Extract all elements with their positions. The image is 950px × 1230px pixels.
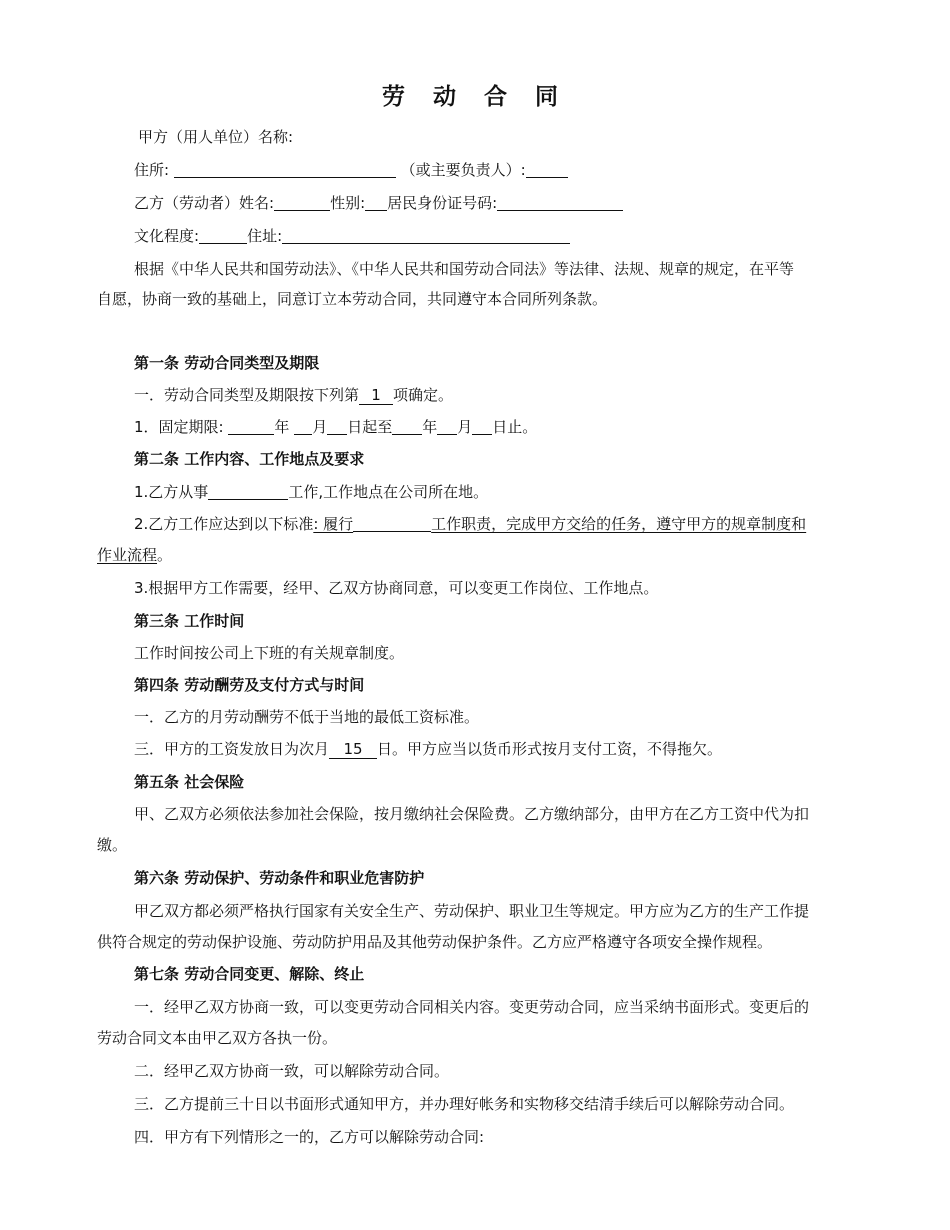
end-day-blank <box>472 418 492 435</box>
party-b-line <box>134 192 623 214</box>
duty-blank <box>353 515 431 532</box>
id-label: 居民身份证号码: <box>387 194 498 212</box>
end-year-blank <box>392 418 422 435</box>
preamble-line-1: 根据《中华人民共和国劳动法》、《中华人民共和国劳动合同法》等法律、法规、规章的规定，在平等 <box>134 260 795 278</box>
article-4-item-2 <box>134 738 722 760</box>
month-label: 月 <box>312 418 328 436</box>
education-label: 文化程度: <box>134 227 200 245</box>
address-line <box>134 159 568 181</box>
job-blank <box>208 483 288 500</box>
education-line <box>134 225 570 247</box>
standard-duties: 工作职责，完成甲方交给的任务，遵守甲方的规章制度和 <box>431 515 807 533</box>
article-2-item-2-text: 2.乙方工作应达到以下标准 <box>134 515 314 533</box>
article-1-item-2 <box>134 416 537 438</box>
article-3-heading: 第三条 工作时间 <box>134 612 245 630</box>
article-6-heading: 第六条 劳动保护、劳动条件和职业危害防护 <box>134 869 425 887</box>
article-2-item-1 <box>134 481 488 503</box>
article-6-line-1: 甲乙双方都必须严格执行国家有关安全生产、劳动保护、职业卫生等规定。甲方应为乙方的生产工作提 <box>134 902 810 920</box>
article-7-line-2: 劳动合同文本由甲乙双方各执一份。 <box>97 1029 338 1047</box>
article-3-item-1: 工作时间按公司上下班的有关规章制度。 <box>134 644 405 662</box>
preamble-line-2: 自愿，协商一致的基础上，同意订立本劳动合同，共同遵守本合同所列条款。 <box>97 290 608 308</box>
article-4-heading: 第四条 劳动酬劳及支付方式与时间 <box>134 676 365 694</box>
article-1-item-1 <box>134 384 453 406</box>
start-year-blank <box>228 418 274 435</box>
gender-label: 性别: <box>330 194 366 212</box>
end-label: 日止。 <box>492 418 538 436</box>
fixed-term-label: 1．固定期限: <box>134 418 224 436</box>
document-title: 劳 动 合 同 <box>381 84 569 110</box>
article-7-item-3: 三．乙方提前三十日以书面形式通知甲方，并办理好帐务和实物移交结清手续后可以解除劳动合同。 <box>134 1095 795 1113</box>
residence-blank <box>282 227 570 244</box>
gender-blank <box>365 194 387 211</box>
article-2-heading: 第二条 工作内容、工作地点及要求 <box>134 450 365 468</box>
article-7-line-1: 一．经甲乙双方协商一致，可以变更劳动合同相关内容。变更劳动合同，应当采纳书面形式。变更后的 <box>134 998 810 1016</box>
payday-end: 日。甲方应当以货币形式按月支付工资，不得拖欠。 <box>377 740 723 758</box>
end-month-blank <box>437 418 457 435</box>
payday-text: 三．甲方的工资发放日为次月 <box>134 740 330 758</box>
id-blank <box>497 194 623 211</box>
article-4-item-1: 一．乙方的月劳动酬劳不低于当地的最低工资标准。 <box>134 708 480 726</box>
end-month-label: 月 <box>457 418 473 436</box>
article-7-heading: 第七条 劳动合同变更、解除、终止 <box>134 965 365 983</box>
party-a-line <box>138 126 293 148</box>
workflow-end: 。 <box>157 546 173 564</box>
article-2-item-2-cont <box>97 544 172 566</box>
residence-label: 住址: <box>247 227 283 245</box>
article-2-item-1-text: 1.乙方从事 <box>134 483 209 501</box>
party-a-label: 甲方（用人单位）名称: <box>138 128 294 146</box>
article-2-item-3: 3.根据甲方工作需要，经甲、乙双方协商同意，可以变更工作岗位、工作地点。 <box>134 579 659 597</box>
article-7-item-2: 二．经甲乙双方协商一致，可以解除劳动合同。 <box>134 1062 450 1080</box>
article-6-line-2: 供符合规定的劳动保护设施、劳动防护用品及其他劳动保护条件。乙方应严格遵守各项安全操作规程。 <box>97 933 773 951</box>
education-blank <box>199 227 247 244</box>
article-2-item-2 <box>134 513 806 535</box>
article-5-line-2: 缴。 <box>97 836 128 854</box>
end-year-label: 年 <box>422 418 438 436</box>
article-1-heading: 第一条 劳动合同类型及期限 <box>134 354 320 372</box>
address-label: 住所: <box>134 161 170 179</box>
article-2-item-1-end: 工作,工作地点在公司所在地。 <box>288 483 489 501</box>
address-blank <box>174 161 396 178</box>
standard-perform: : 履行 <box>313 515 354 533</box>
party-b-name-label: 乙方（劳动者）姓名: <box>134 194 275 212</box>
start-label: 日起至 <box>347 418 393 436</box>
principal-blank <box>526 161 568 178</box>
payday-value: 15 <box>329 741 377 759</box>
workflow-text: 作业流程 <box>97 546 158 564</box>
article-1-item-1-text: 一．劳动合同类型及期限按下列第 <box>134 386 360 404</box>
name-blank <box>274 194 330 211</box>
start-day-blank <box>327 418 347 435</box>
article-7-item-4: 四．甲方有下列情形之一的，乙方可以解除劳动合同: <box>134 1128 485 1146</box>
contract-type-value: 1 <box>359 387 393 405</box>
article-5-line-1: 甲、乙双方必须依法参加社会保险，按月缴纳社会保险费。乙方缴纳部分，由甲方在乙方工资中代为扣 <box>134 805 810 823</box>
article-1-item-1-end: 项确定。 <box>393 386 454 404</box>
article-5-heading: 第五条 社会保险 <box>134 773 245 791</box>
year-label: 年 <box>274 418 290 436</box>
principal-label: （或主要负责人）: <box>400 161 526 179</box>
start-month-blank <box>294 418 312 435</box>
